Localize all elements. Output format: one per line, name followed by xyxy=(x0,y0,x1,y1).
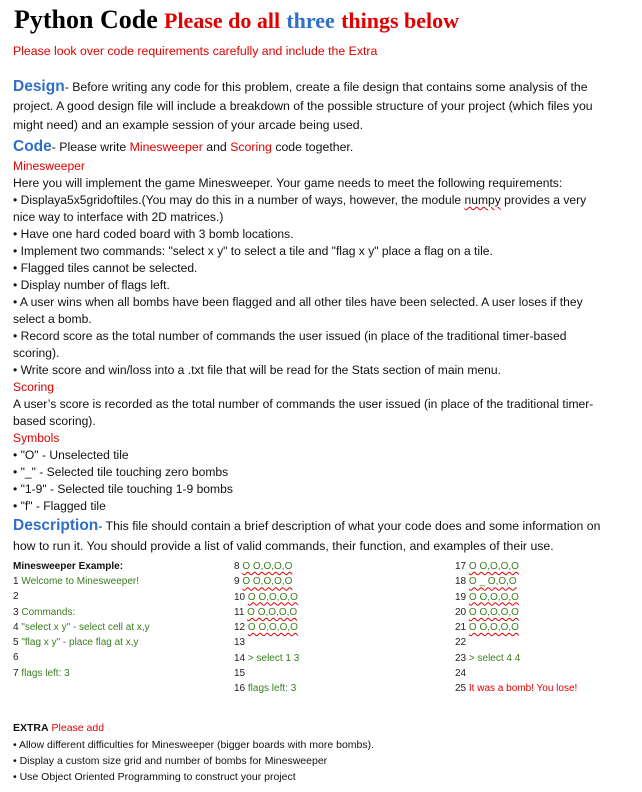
minesweeper-req-3: • Implement two commands: "select x y" to select a tile and "flag x y" place a flag on a tile. xyxy=(13,244,493,258)
code-heading: Code xyxy=(13,138,52,155)
example-line: 18 O _ O,O,O xyxy=(455,576,517,588)
extra-heading: EXTRA xyxy=(13,722,49,734)
symbol-item: • "O" - Unselected tile xyxy=(13,448,129,462)
extra-item: • Use Object Oriented Programming to construct your project xyxy=(13,771,296,783)
minesweeper-intro: Here you will implement the game Minesweeper. Your game needs to meet the following requirements: xyxy=(13,176,563,190)
title-three: three xyxy=(286,8,335,33)
minesweeper-req-7b: scoring). xyxy=(13,346,60,360)
minesweeper-req-1-text: • Displaya5x5gridoftiles.(You may do this in a number of ways, however, the module xyxy=(13,193,465,207)
example-line: 16 flags left: 3 xyxy=(234,683,297,695)
minesweeper-req-7: • Record score as the total number of commands the user issued (in place of the traditional timer-based xyxy=(13,329,567,343)
code-text-suffix: code together. xyxy=(275,140,354,154)
example-line: 17 O O,O,O,O xyxy=(455,561,519,572)
example-col-2 xyxy=(234,559,299,697)
example-line: 21 O O,O,O,O xyxy=(455,622,519,634)
extra-item: • Display a custom size grid and number of bombs for Minesweeper xyxy=(13,755,328,767)
example-line: 14 > select 1 3 xyxy=(234,652,300,664)
example-line: 9 O O,O,O,O xyxy=(234,576,293,588)
code-and-word: and xyxy=(206,140,227,154)
minesweeper-req-6: • A user wins when all bombs have been flagged and all other tiles have been selected. A user loses if they xyxy=(13,295,583,309)
example-line: 24 xyxy=(455,668,467,680)
minesweeper-heading: Minesweeper xyxy=(13,159,85,173)
code-scoring-word: Scoring xyxy=(230,140,272,154)
page-title xyxy=(14,4,459,37)
title-things-below: things below xyxy=(341,8,460,33)
description-line-2: how to run it. You should provide a list of valid commands, their function, and examples of their use. xyxy=(13,539,554,553)
example-line: 2 xyxy=(13,591,19,603)
description-heading: Description xyxy=(13,517,99,534)
example-line: 10 O O,O,O,O xyxy=(234,591,298,603)
design-text-1: - Before writing any code for this problem, create a file design that contains some analysis of the xyxy=(64,80,588,94)
minesweeper-req-4: • Flagged tiles cannot be selected. xyxy=(13,261,198,275)
design-line-3: might need) and an example session of your arcade being used. xyxy=(13,118,363,132)
example-line: 6 xyxy=(13,652,19,664)
symbol-item: • "f" - Flagged tile xyxy=(13,499,106,513)
extra-heading-suffix: Please add xyxy=(51,722,105,734)
example-line: 19 O O,O,O,O xyxy=(455,591,519,603)
description-text-1: - This file should contain a brief description of what your code does and some information on xyxy=(98,519,601,533)
example-line: 22 xyxy=(455,637,467,649)
example-heading: Minesweeper Example: xyxy=(13,561,124,572)
design-heading: Design xyxy=(13,78,65,95)
example-line: 11 O O,O,O,O xyxy=(234,606,298,618)
title-python-code: Python Code xyxy=(14,5,158,34)
minesweeper-req-1-suffix: provides a very xyxy=(500,193,587,207)
symbol-item: • "1-9" - Selected tile touching 1-9 bombs xyxy=(13,482,233,496)
code-line xyxy=(13,137,353,157)
minesweeper-req-8: • Write score and win/loss into a .txt file that will be read for the Stats section of main menu. xyxy=(13,363,501,377)
extra-heading-line xyxy=(13,721,104,736)
requirements-note: Please look over code requirements carefully and include the Extra xyxy=(13,44,378,58)
minesweeper-req-5: • Display number of flags left. xyxy=(13,278,170,292)
scoring-line-1: A user’s score is recorded as the total number of commands the user issued (in place of the traditional timer- xyxy=(13,397,594,411)
description-line-1 xyxy=(13,516,600,536)
example-line: 15 xyxy=(234,668,246,680)
title-please-do-all: Please do all xyxy=(164,8,281,33)
extra-list xyxy=(13,737,374,785)
minesweeper-req-2: • Have one hard coded board with 3 bomb locations. xyxy=(13,227,294,241)
minesweeper-req-1b: nice way to interface with 2D matrices.) xyxy=(13,210,224,224)
extra-item: • Allow different difficulties for Minesweeper (bigger boards with more bombs). xyxy=(13,739,375,751)
minesweeper-req-1 xyxy=(13,192,586,209)
design-line-2: project. A good design file will include a breakdown of the possible structure of your project (which files you xyxy=(13,99,593,113)
code-minesweeper-word: Minesweeper xyxy=(129,140,203,154)
example-line: 25 It was a bomb! You lose! xyxy=(455,683,578,695)
example-line: 8 O O,O,O,O xyxy=(234,561,293,572)
code-text-prefix: - Please write xyxy=(51,140,127,154)
example-col-3 xyxy=(455,559,577,697)
symbols-heading: Symbols xyxy=(13,431,60,445)
example-line: 3 Commands: xyxy=(13,606,76,618)
example-line: 20 O O,O,O,O xyxy=(455,606,519,618)
symbol-item: • "_" - Selected tile touching zero bombs xyxy=(13,465,229,479)
example-line: 12 O O,O,O,O xyxy=(234,622,298,634)
scoring-heading: Scoring xyxy=(13,380,55,394)
example-line: 7 flags left: 3 xyxy=(13,667,70,679)
design-line-1 xyxy=(13,77,588,97)
example-line: 23 > select 4 4 xyxy=(455,652,521,664)
example-col-1 xyxy=(13,574,150,681)
example-line: 5 "flag x y" - place flag at x,y xyxy=(13,637,139,649)
example-line: 13 xyxy=(234,637,246,649)
scoring-line-2: based scoring). xyxy=(13,414,96,428)
minesweeper-req-6b: select a bomb. xyxy=(13,312,92,326)
example-line: 4 "select x y" - select cell at x,y xyxy=(13,621,150,633)
numpy-word: numpy xyxy=(464,193,501,207)
example-line: 1 Welcome to Minesweeper! xyxy=(13,576,139,587)
